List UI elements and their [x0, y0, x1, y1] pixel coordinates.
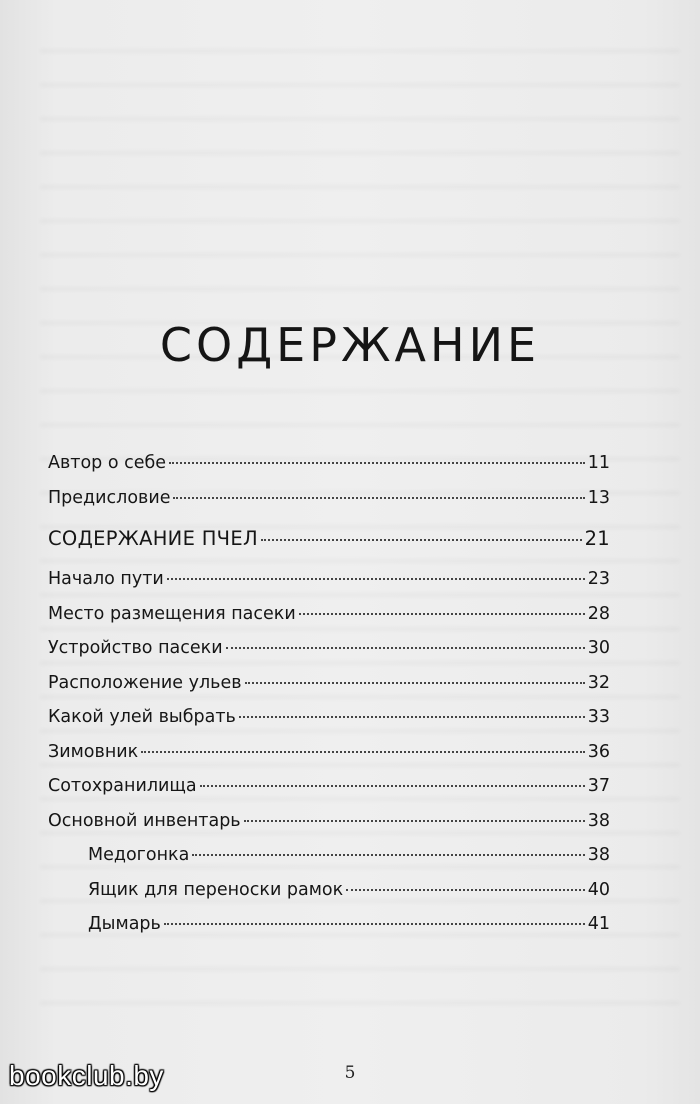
toc-entry-page: 40: [587, 879, 610, 900]
toc-entry: [48, 775, 610, 810]
dot-leader: [346, 889, 585, 891]
toc-entry-page: 21: [584, 527, 610, 550]
dot-leader: [261, 539, 582, 541]
toc-entry-title: Расположение ульев: [48, 672, 242, 693]
dot-leader: [173, 497, 584, 499]
dot-leader: [141, 751, 585, 753]
toc-entry-title: Зимовник: [48, 741, 139, 762]
toc-entry-page: 36: [587, 741, 610, 762]
dot-leader: [192, 854, 584, 856]
toc-entry: [48, 452, 610, 487]
toc-entry-title: Ящик для переноски рамок: [88, 879, 344, 900]
toc-entry-title: Сотохранилища: [48, 776, 197, 796]
toc-entry: [48, 810, 610, 845]
toc-entry-title: Устройство пасеки: [48, 638, 223, 658]
page-number: 5: [344, 1063, 356, 1083]
toc-entry-title: Автор о себе: [48, 453, 167, 473]
dot-leader: [169, 462, 585, 464]
site-watermark: bookclub.by: [9, 1060, 164, 1091]
toc-entry: [48, 706, 610, 741]
toc-subentry: [48, 844, 610, 879]
dot-leader: [239, 716, 585, 718]
toc-entry-page: 33: [587, 707, 610, 727]
dot-leader: [244, 820, 585, 822]
toc-entry: [48, 487, 610, 522]
toc-entry: [48, 637, 610, 672]
toc-entry-title: Место размещения пасеки: [48, 603, 296, 624]
dot-leader: [245, 682, 585, 684]
toc-entry: [48, 603, 610, 638]
contents-heading: СОДЕРЖАНИЕ: [159, 318, 541, 372]
table-of-contents: [48, 452, 610, 948]
toc-entry-title: Начало пути: [48, 569, 164, 589]
toc-entry-page: 23: [587, 569, 610, 589]
toc-entry-page: 41: [587, 914, 610, 934]
toc-subentry: [48, 879, 610, 914]
toc-entry-title: Медогонка: [88, 845, 190, 865]
toc-subentry: [48, 913, 610, 948]
toc-entry: [48, 568, 610, 603]
toc-section-entry: [48, 528, 610, 568]
dot-leader: [167, 578, 585, 580]
toc-entry-page: 38: [587, 810, 610, 831]
dot-leader: [226, 647, 585, 649]
toc-entry: [48, 672, 610, 707]
toc-entry-page: 37: [587, 776, 610, 796]
toc-entry-page: 38: [587, 845, 610, 865]
toc-entry: [48, 741, 610, 776]
toc-entry-title: Предисловие: [48, 487, 171, 508]
toc-entry-title: Основной инвентарь: [48, 810, 241, 831]
toc-entry-page: 32: [587, 672, 610, 693]
toc-entry-title: Какой улей выбрать: [48, 707, 236, 727]
toc-entry-page: 11: [587, 453, 610, 473]
toc-section-title: СОДЕРЖАНИЕ ПЧЕЛ: [48, 527, 258, 550]
toc-entry-page: 30: [587, 638, 610, 658]
toc-entry-page: 13: [587, 487, 610, 508]
dot-leader: [164, 923, 585, 925]
dot-leader: [299, 613, 585, 615]
toc-entry-page: 28: [587, 603, 610, 624]
dot-leader: [200, 785, 585, 787]
toc-entry-title: Дымарь: [88, 914, 161, 934]
